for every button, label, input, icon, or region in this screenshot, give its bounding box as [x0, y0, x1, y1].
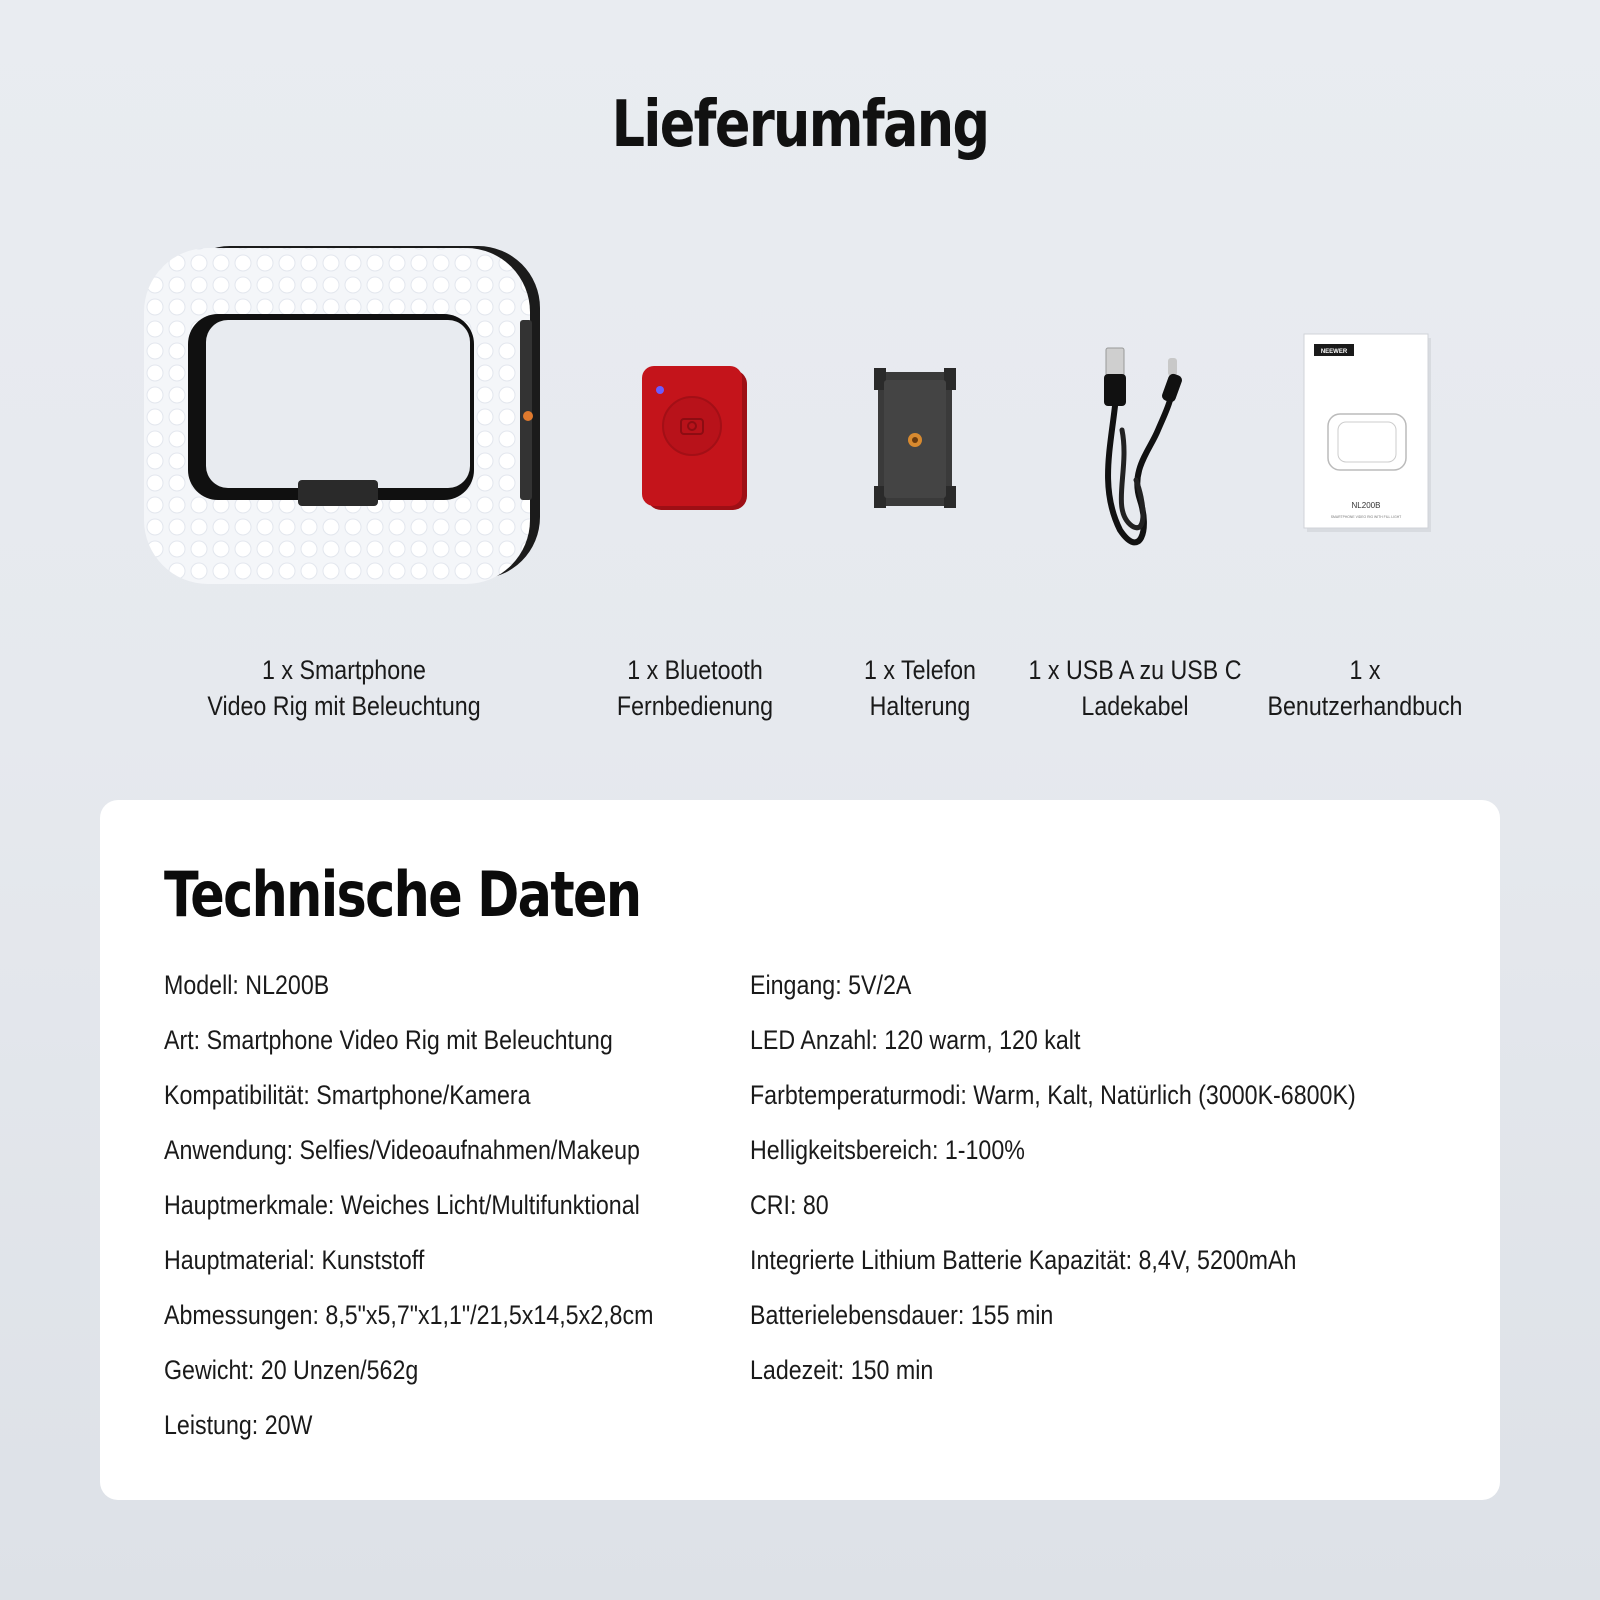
bluetooth-remote-image: [610, 230, 780, 610]
ring-light-caption: [138, 652, 551, 724]
spec-row: Modell: NL200B: [164, 970, 330, 1000]
caption-line: Fernbedienung: [616, 691, 774, 721]
caption-line: Video Rig mit Beleuchtung: [207, 691, 481, 721]
spec-row: Batterielebensdauer: 155 min: [750, 1300, 1054, 1330]
phone-holder-caption: [817, 652, 1023, 724]
spec-row: Kompatibilität: Smartphone/Kamera: [164, 1080, 531, 1110]
item-manual: [1267, 230, 1463, 730]
ring-light-image: [144, 230, 544, 610]
spec-row: Gewicht: 20 Unzen/562g: [164, 1355, 419, 1385]
spec-row: Helligkeitsbereich: 1-100%: [750, 1135, 1025, 1165]
manual-image: [1280, 230, 1450, 610]
caption-line: 1 x Bluetooth: [627, 655, 763, 685]
bluetooth-remote-caption: [588, 652, 803, 724]
spec-row: Abmessungen: 8,5"x5,7"x1,1"/21,5x14,5x2,8cm: [164, 1300, 654, 1330]
item-phone-holder: [840, 230, 1000, 730]
package-contents: [0, 230, 1600, 730]
item-ring-light: [144, 230, 544, 730]
specs-left-column: [164, 958, 724, 1453]
caption-line: 1 x USB A zu USB C: [1028, 655, 1242, 685]
item-bluetooth-remote: [610, 230, 780, 730]
specs-right-column: [750, 958, 1450, 1398]
usb-cable-image: [1040, 230, 1230, 610]
spec-row: LED Anzahl: 120 warm, 120 kalt: [750, 1025, 1081, 1055]
manual-model: NL200B: [1351, 501, 1381, 510]
caption-line: Ladekabel: [1081, 691, 1189, 721]
spec-row: Integrierte Lithium Batterie Kapazität: 8,4V, 5200mAh: [750, 1245, 1297, 1275]
spec-row: Art: Smartphone Video Rig mit Beleuchtung: [164, 1025, 613, 1055]
specs-title: Technische Daten: [164, 858, 641, 931]
page-title: Lieferumfang: [611, 88, 989, 162]
spec-row: Ladezeit: 150 min: [750, 1355, 934, 1385]
caption-line: Benutzerhandbuch: [1267, 691, 1463, 721]
manual-subtitle: SMARTPHONE VIDEO RIG WITH FILL LIGHT: [1330, 515, 1402, 519]
spec-row: Farbtemperaturmodi: Warm, Kalt, Natürlich (3000K-6800K): [750, 1080, 1356, 1110]
phone-holder-image: [840, 230, 1000, 610]
item-usb-cable: [1028, 230, 1242, 730]
spec-row: Anwendung: Selfies/Videoaufnahmen/Makeup: [164, 1135, 640, 1165]
specs-panel: [100, 800, 1500, 1500]
caption-line: 1 x: [1349, 655, 1381, 685]
spec-row: Eingang: 5V/2A: [750, 970, 912, 1000]
manual-brand: NEEWER: [1320, 349, 1348, 355]
usb-cable-caption: [1019, 652, 1251, 724]
caption-line: 1 x Smartphone: [262, 655, 426, 685]
caption-line: Halterung: [869, 691, 971, 721]
spec-row: Hauptmaterial: Kunststoff: [164, 1245, 425, 1275]
manual-caption: [1258, 652, 1473, 724]
caption-line: 1 x Telefon: [864, 655, 976, 685]
spec-row: Leistung: 20W: [164, 1410, 313, 1440]
spec-row: CRI: 80: [750, 1190, 829, 1220]
spec-row: Hauptmerkmale: Weiches Licht/Multifunktional: [164, 1190, 640, 1220]
